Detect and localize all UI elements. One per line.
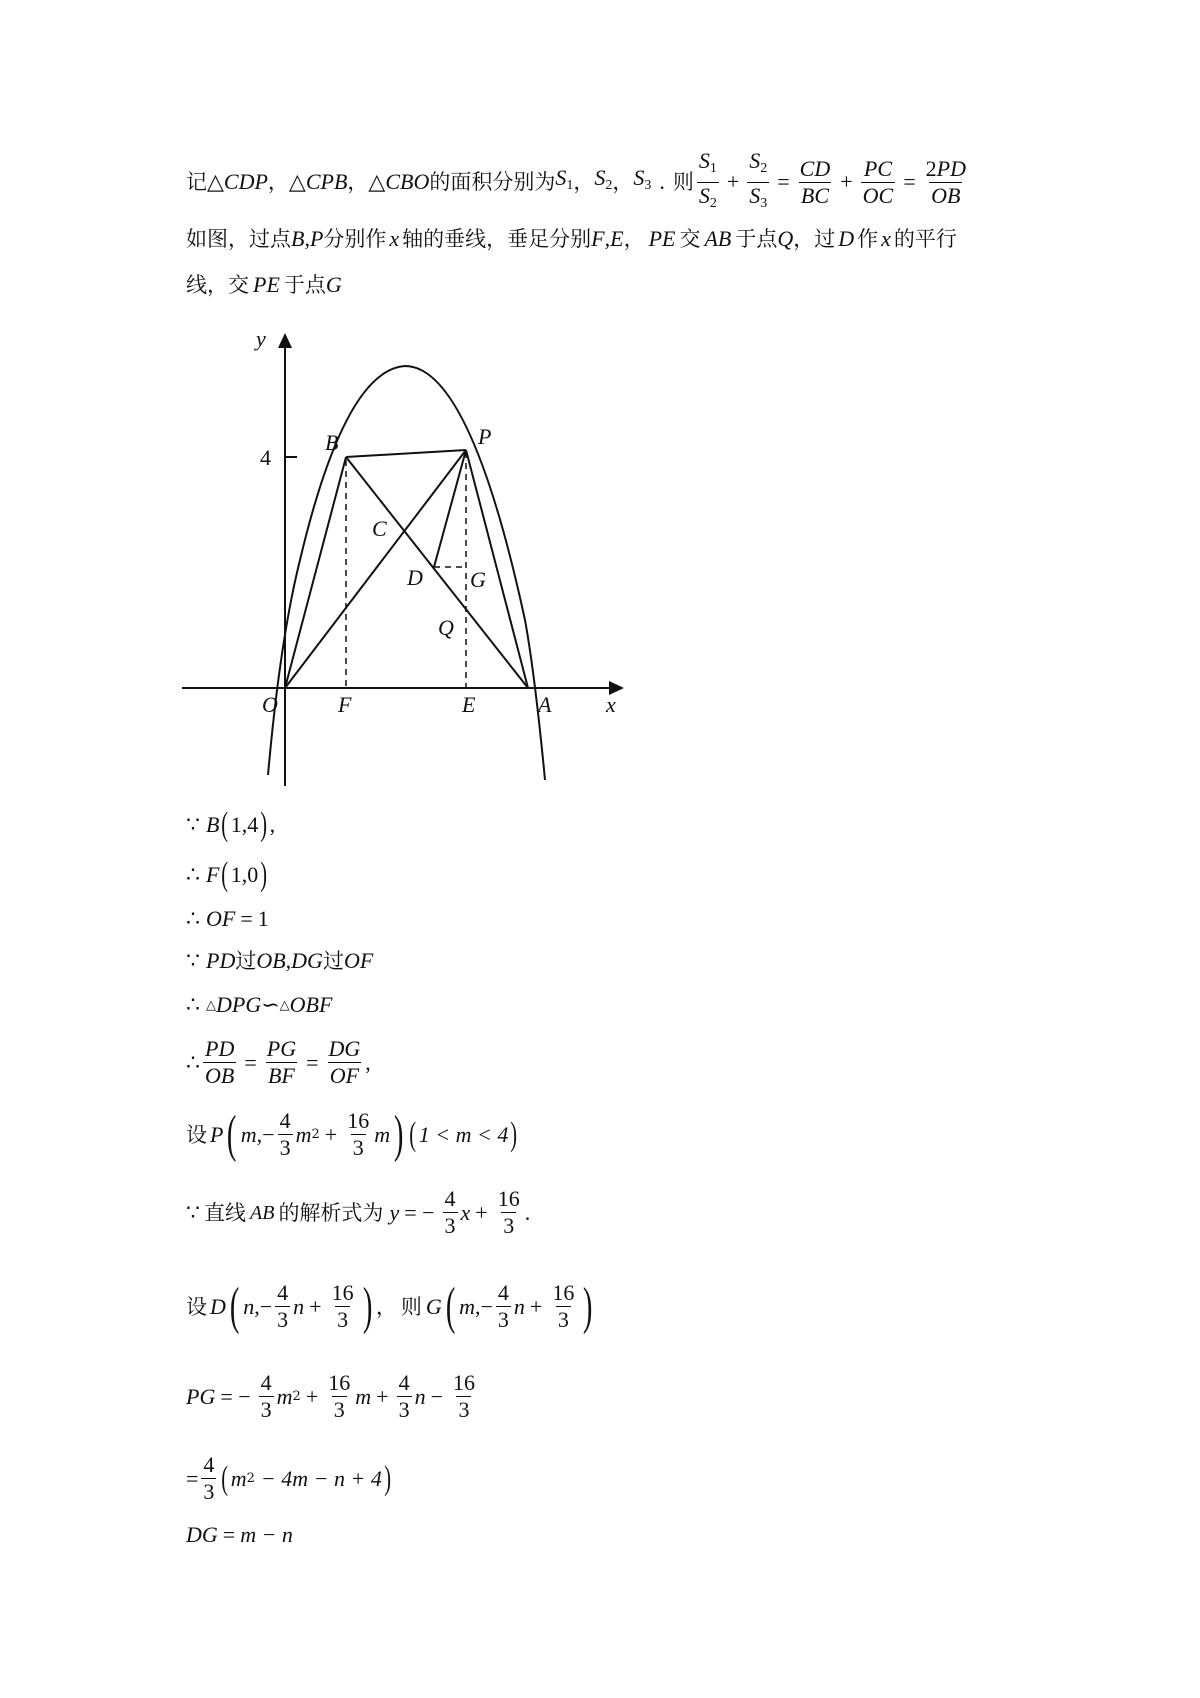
label-F: F bbox=[338, 692, 352, 717]
step-1: ∵ B ( 1,4 ) , bbox=[186, 806, 276, 843]
triangle-cdp: CDP bbox=[223, 169, 268, 194]
label-G: G bbox=[470, 567, 486, 592]
step-8: ∵ 直线 AB 的解析式为 y = − $\frac{4}{3}$ x + $\frac{16}{3}$ . bbox=[186, 1186, 531, 1238]
triangle-cpb: CPB bbox=[305, 169, 348, 194]
label-y: y bbox=[256, 326, 266, 351]
step-3: ∴ OF = 1 bbox=[186, 906, 269, 931]
label-O: O bbox=[262, 692, 278, 717]
fraction-pc-oc: $\frac{PC}{OC}$ bbox=[862, 155, 894, 208]
fraction-cd-bc: $\frac{CD}{BC}$ bbox=[799, 155, 831, 208]
geometry-figure bbox=[0, 0, 1200, 800]
step-2: ∴ F ( 1,0 ) bbox=[186, 856, 268, 893]
step-12: DG = m − n bbox=[186, 1522, 293, 1547]
construction-line-2: 线，交 PE 于点 G bbox=[186, 272, 342, 297]
label-A: A bbox=[538, 692, 552, 717]
fraction-s1-s2: $\frac{S_1}{S_2}$ bbox=[697, 148, 719, 217]
segment-pd bbox=[434, 450, 466, 567]
s2-symbol: $S_2$ bbox=[594, 165, 613, 193]
text: 记 bbox=[186, 170, 207, 194]
segment-ob bbox=[285, 457, 346, 688]
label-4: 4 bbox=[260, 445, 271, 470]
label-P: P bbox=[478, 424, 492, 449]
y-axis-arrow bbox=[278, 333, 292, 348]
s1-symbol: $S_1$ bbox=[555, 165, 574, 193]
step-5: ∴ △ DPG ∽ △ OBF bbox=[186, 992, 333, 1017]
label-E: E bbox=[462, 692, 476, 717]
label-D: D bbox=[407, 565, 423, 590]
fraction-2pd-ob: $\frac{2PD}{OB}$ bbox=[925, 155, 966, 208]
step-7: 设 P ( m ,− $\frac{4}{3}$ m 2 + $\frac{16}{3}$ m ) ( 1 < m < 4 ) bbox=[186, 1105, 518, 1163]
step-6: ∴ $\frac{PD}{OB}$ = $\frac{PG}{BF}$ = $\frac{DG}{OF}$ , bbox=[186, 1036, 371, 1088]
label-C: C bbox=[372, 516, 387, 541]
segment-op bbox=[285, 450, 466, 688]
label-x: x bbox=[606, 692, 616, 717]
step-9: 设 D ( n ,− $\frac{4}{3}$ n + $\frac{16}{3}$ ) ， 则 G ( m ,− $\frac{4}{3}$ n + $\frac{16}{3}$ ) bbox=[186, 1277, 593, 1335]
step-4: ∵ PD 过 OB , DG 过 OF bbox=[186, 948, 374, 973]
step-11: = $\frac{4}{3}$ ( m 2 − 4m − n + 4 ) bbox=[186, 1452, 391, 1504]
fraction-s2-s3: $\frac{S_2}{S_3}$ bbox=[747, 148, 769, 217]
label-Q: Q bbox=[438, 615, 454, 640]
label-B: B bbox=[325, 430, 339, 455]
construction-line-1: 如图，过点 B , P 分别作 x 轴的垂线，垂足分别 F , E ， PE 交 AB 于点 Q ，过 D 作 x 的平行 bbox=[186, 226, 957, 251]
segment-bp bbox=[346, 450, 466, 457]
triangle-cbo: CBO bbox=[385, 169, 430, 194]
s3-symbol: $S_3$ bbox=[633, 165, 652, 193]
step-10: PG = − $\frac{4}{3}$ m 2 + $\frac{16}{3}$ m + $\frac{4}{3}$ n − $\frac{16}{3}$ bbox=[186, 1370, 475, 1422]
area-relation-line: 记 △ CDP ， △ CPB ， △ CBO 的面积分别为 $S_1$ ， $S_2$ ， $S_3$ . 则 $\frac{S_1}{S_2}$ + $\frac{S_2}{S_3}$ = $\frac{CD}{BC}$ + $\frac{PC}{OC}$ = $\frac{2PD}{OB}$ bbox=[186, 150, 971, 214]
